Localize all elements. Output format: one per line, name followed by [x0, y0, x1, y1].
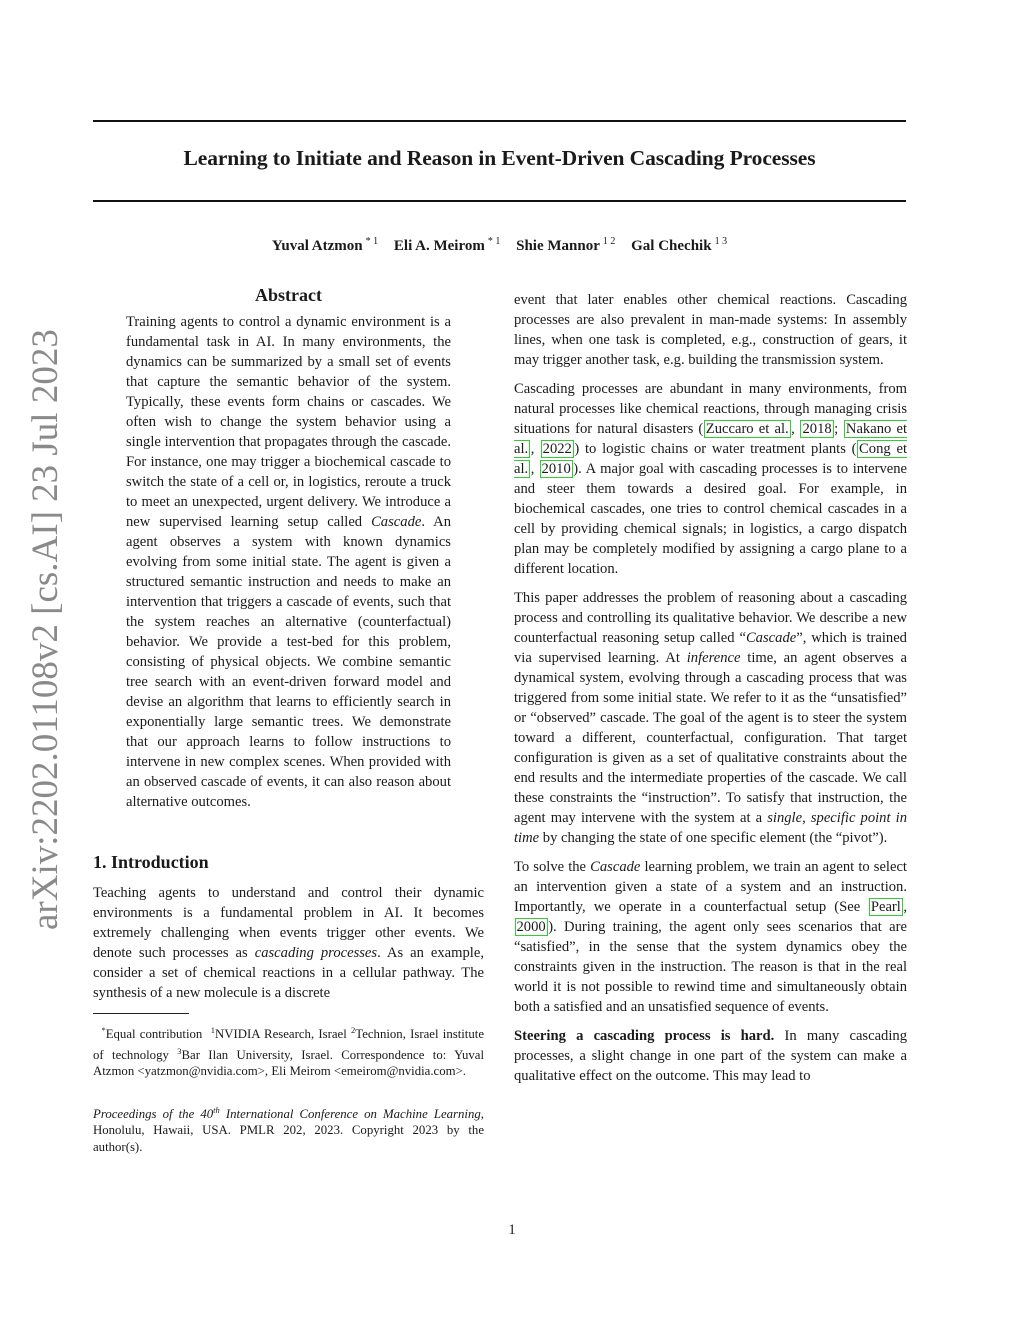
arxiv-stamp: arXiv:2202.01108v2 [cs.AI] 23 Jul 2023 [25, 329, 66, 930]
body-text: Teaching agents to understand and control their dynamic environments is a fundamental problem in AI. It becomes extremely challenging when events trigger other events. We denote such processes as [93, 885, 484, 961]
body-emphasis: cascading processes [254, 945, 378, 961]
footnote-text: Bar Ilan University, Israel. Correspondence to: Yuval Atzmon <yatzmon@nvidia.com>, Eli Meirom <emeirom@nvidia.com>. [93, 1047, 485, 1078]
footnote-text: NVIDIA Research, Israel [215, 1027, 352, 1041]
body-paragraph: To solve the Cascade learning problem, we train an agent to select an intervention given a state of a system and an instruction. Importantly, we operate in a counterfactual setup (See Pearl , 2000 ). During training, the agent only sees scenarios that are “satisfied”, in the sense that the system dynamics obey the constraints given in the instruction. The reason is that in the real world it is not possible to rewind time and simultaneously obtain both a satisfied and an unsatisfied sequence of events. [514, 859, 907, 1015]
author-affiliation: 1 3 [714, 236, 728, 247]
author-name: Gal Chechik [631, 238, 712, 254]
paragraph-lead: Steering a cascading process is hard. [514, 1028, 775, 1044]
body-text: time, an agent observes a dynamical system, evolving through a cascading process that was triggered from some initial state. We refer to it as the “unsatisfied” or “observed” cascade. The goal of the agent is to steer the system toward a different, counterfactual, configuration. That target configuration is given as a set of qualitative constraints about the end results and the intermediate properties of the cascade. We call these constraints the “instruction”. To satisfy that instruction, the agent may intervene with the system at a [514, 650, 908, 826]
body-text: This paper addresses the problem of reasoning about a cascading process and controlling its qualitative behavior. We describe a new counterfactual reasoning setup called “ [514, 590, 907, 646]
abstract-text: Training agents to control a dynamic environment is a fundamental task in AI. In many environments, the dynamics can be summarized by a small set of events that capture the semantic behavior of the system. Typically, these events form chains or cascades. We often wish to change the system behavior using a single intervention that propagates through the cascade. For instance, one may trigger a biochemical cascade to switch the state of a cell or, in logistics, reroute a truck to meet an unexpected, urgent delivery. We introduce a new supervised learning setup called [126, 314, 451, 530]
body-text: . As an example, consider a set of chemical reactions in a cellular pathway. The synthesis of a new molecule is a discrete [93, 945, 484, 1001]
author-name: Eli A. Meirom [393, 238, 485, 254]
title-rule-top [93, 120, 906, 122]
footnote-marker: 3 [177, 1045, 182, 1056]
right-column [514, 290, 907, 1095]
introduction-heading: 1. Introduction [93, 852, 209, 872]
abstract-heading: Abstract [255, 285, 322, 305]
author-name: Shie Mannor [516, 238, 600, 254]
intro-paragraph [93, 883, 484, 1003]
footnote-marker: 2 [351, 1025, 356, 1035]
author-affiliation: * 1 [365, 236, 379, 247]
body-text: ”, which is trained via supervised learning. At [514, 630, 907, 666]
author-affiliation: * 1 [487, 236, 501, 247]
author [631, 238, 727, 254]
body-text: ) to logistic chains or water treatment plants ( [574, 441, 857, 457]
citation-link[interactable]: 2010 [541, 461, 571, 477]
proceedings-superscript: th [213, 1104, 220, 1115]
author [394, 238, 500, 254]
body-paragraph [514, 588, 907, 848]
footnote-text: Equal contribution [105, 1027, 207, 1041]
footnote-affiliations [93, 1022, 484, 1080]
footnote-marker: * [101, 1025, 106, 1035]
body-text: learning problem, we train an agent to select an intervention given a state of a system and an instruction. Importantly, we operate in a counterfactual setup (See [514, 859, 907, 915]
author-name: Yuval Atzmon [271, 238, 363, 254]
citation-link[interactable]: Nakano et al. [514, 421, 907, 457]
body-emphasis: Cascade [590, 859, 641, 875]
footnote-marker: 1 [210, 1025, 216, 1035]
abstract-emphasis: Cascade [371, 514, 422, 530]
body-paragraph: event that later enables other chemical reactions. Cascading processes are also prevalent in man-made systems: In assembly lines, when one task is completed, e.g., construction of gears, it may trigger another task, e.g. building the transmission system. [514, 292, 907, 368]
author-affiliation: 1 2 [602, 236, 616, 247]
author [272, 238, 378, 254]
author [516, 238, 615, 254]
proceedings-note [93, 1102, 484, 1156]
proceedings-emphasis: International Conference on Machine Learning [219, 1106, 481, 1121]
footnote-rule [93, 1013, 189, 1014]
author-list [93, 236, 906, 255]
citation-link[interactable]: Pearl [870, 899, 901, 915]
page-number: 1 [508, 1222, 516, 1238]
body-paragraph [514, 1026, 907, 1086]
abstract-text: . An agent observes a system with known dynamics evolving from some initial state. The agent is given a structured semantic instruction and needs to make an intervention that triggers a cascade of events, such that the system reaches an alternative (counterfactual) behavior. We provide a test-bed for this problem, consisting of physical objects. We combine semantic tree search with an event-driven forward model and devise an algorithm that learns to efficiently search in exponentially large semantic trees. We demonstrate that our approach learns to follow instructions to intervene in new complex scenes. When provided with an observed cascade of events, it can also reason about alternative outcomes. [126, 514, 451, 810]
body-emphasis: inference [686, 650, 741, 666]
body-text: ). During training, the agent only sees scenarios that are “satisfied”, in the sense that the system dynamics obey the constraints given in the instruction. The reason is that in the real world it is not possible to rewind time and simultaneously obtain both a satisfied and an unsatisfied sequence of events. [514, 919, 907, 1015]
body-text: Cascading processes are abundant in many environments, from natural processes like chemical reactions, through managing crisis situations for natural disasters ( [514, 381, 907, 437]
proceedings-emphasis: Proceedings of the 40 [93, 1106, 214, 1121]
title-rule-bottom [93, 200, 906, 202]
body-text: by changing the state of one specific element (the “pivot”). [539, 830, 888, 846]
body-emphasis: Cascade [745, 630, 797, 646]
citation-link[interactable]: Cong et al. [514, 441, 907, 477]
left-column [93, 285, 484, 1155]
body-text: To solve the [514, 859, 591, 875]
paper-title: Learning to Initiate and Reason in Event-Driven Cascading Processes [183, 146, 816, 170]
citation-link[interactable]: 2022 [542, 441, 572, 457]
citation-link[interactable]: Zuccaro et al. [705, 421, 789, 437]
body-text: In many cascading processes, a slight change in one part of the system can make a qualitative effect on the outcome. This may lead to [514, 1028, 907, 1084]
citation-link[interactable]: 2018 [802, 421, 832, 437]
body-text: ). A major goal with cascading processes is to intervene and steer them towards a desired goal. For example, in biochemical cascades, one tries to control chemical cascades in a cell by providing chemical signals; in logistics, a cargo dispatch plan may be completely modified by assigning a cargo plane to a different location. [514, 461, 908, 577]
citation-link[interactable]: 2000 [516, 919, 546, 935]
proceedings-text: , Honolulu, Hawaii, USA. PMLR 202, 2023. Copyright 2023 by the author(s). [93, 1106, 484, 1154]
abstract-body [126, 312, 451, 812]
footnote-text: Technion, Israel institute of technology [93, 1027, 484, 1062]
body-paragraph: Cascading processes are abundant in many environments, from natural processes like chemical reactions, through managing crisis situations for natural disasters ( Zuccaro et al. , 2018 ; Nakano et al. , 2022 ) to logistic chains or water treatment plants ( Cong et al. , 2010 ). A major goal with cascading processes is to intervene and steer them towards a desired goal. For example, in biochemical cascades, one tries to control chemical cascades in a cell by providing chemical signals; in logistics, a cargo dispatch plan may be completely modified by assigning a cargo plane to a different location. [514, 381, 908, 577]
body-emphasis: single, specific point in time [514, 810, 907, 846]
